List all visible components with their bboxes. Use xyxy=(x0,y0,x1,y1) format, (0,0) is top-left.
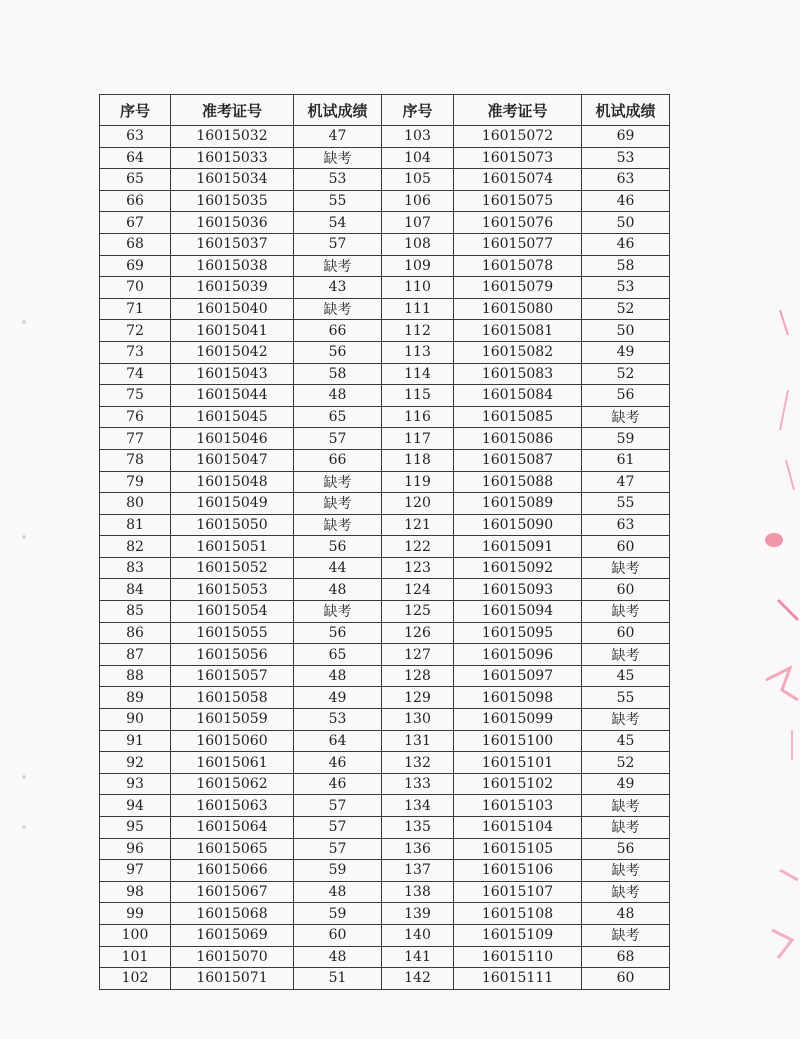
cell-score-left: 缺考 xyxy=(294,601,382,623)
cell-score-right: 58 xyxy=(582,255,670,277)
table-row xyxy=(100,428,670,450)
cell-score-right: 60 xyxy=(582,579,670,601)
cell-score-right: 46 xyxy=(582,233,670,255)
cell-exam-id-left: 16015065 xyxy=(171,838,294,860)
cell-score-left: 48 xyxy=(294,385,382,407)
cell-score-right: 缺考 xyxy=(582,817,670,839)
scan-dot xyxy=(22,320,26,324)
cell-exam-id-right: 16015088 xyxy=(454,471,582,493)
cell-seq-right: 111 xyxy=(382,298,454,320)
cell-seq-left: 85 xyxy=(100,601,171,623)
scan-dot xyxy=(22,825,26,829)
cell-exam-id-right: 16015100 xyxy=(454,730,582,752)
cell-seq-left: 73 xyxy=(100,341,171,363)
cell-exam-id-left: 16015039 xyxy=(171,277,294,299)
cell-score-left: 54 xyxy=(294,212,382,234)
cell-seq-right: 124 xyxy=(382,579,454,601)
cell-seq-right: 140 xyxy=(382,924,454,946)
cell-seq-right: 113 xyxy=(382,341,454,363)
cell-score-left: 缺考 xyxy=(294,255,382,277)
cell-score-right: 53 xyxy=(582,277,670,299)
cell-score-right: 缺考 xyxy=(582,406,670,428)
cell-score-right: 52 xyxy=(582,752,670,774)
table-row xyxy=(100,709,670,731)
cell-exam-id-right: 16015109 xyxy=(454,924,582,946)
cell-score-left: 53 xyxy=(294,709,382,731)
cell-seq-left: 65 xyxy=(100,169,171,191)
cell-seq-right: 128 xyxy=(382,665,454,687)
table-row xyxy=(100,838,670,860)
cell-seq-right: 122 xyxy=(382,536,454,558)
table-row xyxy=(100,622,670,644)
cell-exam-id-right: 16015095 xyxy=(454,622,582,644)
cell-exam-id-right: 16015106 xyxy=(454,860,582,882)
table-row xyxy=(100,817,670,839)
cell-seq-left: 72 xyxy=(100,320,171,342)
cell-seq-right: 123 xyxy=(382,557,454,579)
cell-exam-id-left: 16015048 xyxy=(171,471,294,493)
cell-seq-left: 76 xyxy=(100,406,171,428)
cell-exam-id-right: 16015077 xyxy=(454,233,582,255)
cell-score-right: 49 xyxy=(582,341,670,363)
cell-score-right: 缺考 xyxy=(582,709,670,731)
cell-seq-left: 68 xyxy=(100,233,171,255)
cell-score-left: 59 xyxy=(294,860,382,882)
cell-seq-right: 103 xyxy=(382,126,454,148)
cell-score-right: 缺考 xyxy=(582,795,670,817)
table-row xyxy=(100,924,670,946)
cell-exam-id-left: 16015038 xyxy=(171,255,294,277)
cell-seq-right: 120 xyxy=(382,493,454,515)
cell-exam-id-right: 16015090 xyxy=(454,514,582,536)
cell-score-right: 61 xyxy=(582,449,670,471)
cell-exam-id-left: 16015044 xyxy=(171,385,294,407)
cell-score-left: 缺考 xyxy=(294,147,382,169)
cell-exam-id-right: 16015105 xyxy=(454,838,582,860)
cell-exam-id-right: 16015081 xyxy=(454,320,582,342)
cell-score-right: 60 xyxy=(582,968,670,990)
cell-score-left: 56 xyxy=(294,341,382,363)
cell-score-left: 65 xyxy=(294,406,382,428)
cell-exam-id-left: 16015051 xyxy=(171,536,294,558)
cell-seq-left: 70 xyxy=(100,277,171,299)
table-row xyxy=(100,514,670,536)
cell-exam-id-left: 16015066 xyxy=(171,860,294,882)
cell-seq-right: 130 xyxy=(382,709,454,731)
cell-score-right: 63 xyxy=(582,514,670,536)
cell-seq-right: 138 xyxy=(382,881,454,903)
cell-seq-right: 127 xyxy=(382,644,454,666)
table-row xyxy=(100,860,670,882)
table-row xyxy=(100,169,670,191)
table-row xyxy=(100,579,670,601)
cell-exam-id-left: 16015067 xyxy=(171,881,294,903)
cell-exam-id-left: 16015042 xyxy=(171,341,294,363)
cell-seq-right: 129 xyxy=(382,687,454,709)
cell-score-left: 48 xyxy=(294,881,382,903)
cell-seq-left: 98 xyxy=(100,881,171,903)
table-row xyxy=(100,471,670,493)
cell-exam-id-left: 16015045 xyxy=(171,406,294,428)
table-row xyxy=(100,255,670,277)
table-row xyxy=(100,298,670,320)
cell-score-left: 57 xyxy=(294,428,382,450)
table-row xyxy=(100,968,670,990)
header-score-right: 机试成绩 xyxy=(582,95,670,126)
scan-dot xyxy=(22,775,26,779)
cell-score-left: 59 xyxy=(294,903,382,925)
cell-exam-id-left: 16015034 xyxy=(171,169,294,191)
table-row xyxy=(100,773,670,795)
cell-score-left: 缺考 xyxy=(294,493,382,515)
cell-exam-id-right: 16015073 xyxy=(454,147,582,169)
cell-seq-right: 110 xyxy=(382,277,454,299)
cell-exam-id-right: 16015076 xyxy=(454,212,582,234)
cell-seq-left: 74 xyxy=(100,363,171,385)
cell-seq-right: 106 xyxy=(382,190,454,212)
cell-score-left: 53 xyxy=(294,169,382,191)
cell-seq-left: 88 xyxy=(100,665,171,687)
cell-seq-left: 77 xyxy=(100,428,171,450)
cell-score-right: 缺考 xyxy=(582,860,670,882)
cell-score-right: 缺考 xyxy=(582,644,670,666)
cell-exam-id-right: 16015080 xyxy=(454,298,582,320)
cell-exam-id-right: 16015082 xyxy=(454,341,582,363)
cell-score-right: 缺考 xyxy=(582,601,670,623)
cell-score-left: 65 xyxy=(294,644,382,666)
cell-exam-id-right: 16015086 xyxy=(454,428,582,450)
cell-exam-id-left: 16015047 xyxy=(171,449,294,471)
cell-exam-id-right: 16015098 xyxy=(454,687,582,709)
table-row xyxy=(100,212,670,234)
cell-exam-id-right: 16015094 xyxy=(454,601,582,623)
cell-exam-id-left: 16015035 xyxy=(171,190,294,212)
cell-score-left: 51 xyxy=(294,968,382,990)
cell-seq-right: 126 xyxy=(382,622,454,644)
cell-exam-id-left: 16015043 xyxy=(171,363,294,385)
table-header-row xyxy=(100,95,670,126)
cell-score-right: 48 xyxy=(582,903,670,925)
cell-seq-left: 80 xyxy=(100,493,171,515)
cell-score-left: 48 xyxy=(294,665,382,687)
cell-exam-id-left: 16015069 xyxy=(171,924,294,946)
cell-seq-left: 67 xyxy=(100,212,171,234)
cell-seq-right: 104 xyxy=(382,147,454,169)
cell-seq-left: 81 xyxy=(100,514,171,536)
cell-score-right: 69 xyxy=(582,126,670,148)
cell-exam-id-left: 16015055 xyxy=(171,622,294,644)
cell-exam-id-left: 16015068 xyxy=(171,903,294,925)
cell-exam-id-left: 16015060 xyxy=(171,730,294,752)
cell-score-right: 45 xyxy=(582,730,670,752)
cell-score-right: 60 xyxy=(582,536,670,558)
cell-score-right: 缺考 xyxy=(582,881,670,903)
cell-exam-id-right: 16015092 xyxy=(454,557,582,579)
cell-seq-left: 90 xyxy=(100,709,171,731)
table-row xyxy=(100,881,670,903)
cell-seq-right: 132 xyxy=(382,752,454,774)
cell-score-right: 56 xyxy=(582,385,670,407)
cell-seq-left: 96 xyxy=(100,838,171,860)
cell-score-right: 59 xyxy=(582,428,670,450)
cell-score-right: 52 xyxy=(582,298,670,320)
cell-exam-id-right: 16015111 xyxy=(454,968,582,990)
cell-seq-left: 75 xyxy=(100,385,171,407)
table-row xyxy=(100,277,670,299)
cell-seq-right: 117 xyxy=(382,428,454,450)
table-row xyxy=(100,536,670,558)
cell-seq-right: 137 xyxy=(382,860,454,882)
cell-seq-right: 114 xyxy=(382,363,454,385)
table-row xyxy=(100,601,670,623)
cell-exam-id-right: 16015093 xyxy=(454,579,582,601)
table-row xyxy=(100,449,670,471)
cell-exam-id-right: 16015091 xyxy=(454,536,582,558)
cell-seq-left: 95 xyxy=(100,817,171,839)
cell-score-left: 48 xyxy=(294,579,382,601)
cell-seq-right: 133 xyxy=(382,773,454,795)
cell-exam-id-right: 16015079 xyxy=(454,277,582,299)
cell-exam-id-right: 16015074 xyxy=(454,169,582,191)
cell-score-right: 50 xyxy=(582,212,670,234)
cell-exam-id-right: 16015072 xyxy=(454,126,582,148)
cell-seq-left: 92 xyxy=(100,752,171,774)
cell-seq-left: 89 xyxy=(100,687,171,709)
cell-seq-left: 66 xyxy=(100,190,171,212)
cell-exam-id-right: 16015101 xyxy=(454,752,582,774)
cell-exam-id-left: 16015037 xyxy=(171,233,294,255)
cell-seq-left: 82 xyxy=(100,536,171,558)
cell-seq-left: 93 xyxy=(100,773,171,795)
cell-seq-left: 79 xyxy=(100,471,171,493)
cell-seq-left: 102 xyxy=(100,968,171,990)
cell-score-right: 46 xyxy=(582,190,670,212)
cell-exam-id-right: 16015107 xyxy=(454,881,582,903)
cell-seq-left: 78 xyxy=(100,449,171,471)
cell-exam-id-left: 16015064 xyxy=(171,817,294,839)
cell-seq-right: 139 xyxy=(382,903,454,925)
cell-seq-right: 135 xyxy=(382,817,454,839)
cell-seq-right: 108 xyxy=(382,233,454,255)
cell-seq-left: 69 xyxy=(100,255,171,277)
cell-seq-right: 105 xyxy=(382,169,454,191)
table-row xyxy=(100,665,670,687)
cell-score-right: 55 xyxy=(582,493,670,515)
cell-seq-left: 100 xyxy=(100,924,171,946)
seal-fragment xyxy=(758,290,800,990)
cell-score-right: 47 xyxy=(582,471,670,493)
cell-score-left: 56 xyxy=(294,622,382,644)
cell-score-left: 56 xyxy=(294,536,382,558)
table-row xyxy=(100,752,670,774)
cell-exam-id-left: 16015041 xyxy=(171,320,294,342)
table-body xyxy=(100,126,670,990)
cell-seq-left: 64 xyxy=(100,147,171,169)
cell-seq-right: 136 xyxy=(382,838,454,860)
cell-seq-right: 119 xyxy=(382,471,454,493)
table-row xyxy=(100,795,670,817)
cell-seq-right: 131 xyxy=(382,730,454,752)
cell-exam-id-left: 16015062 xyxy=(171,773,294,795)
cell-exam-id-right: 16015085 xyxy=(454,406,582,428)
cell-score-right: 50 xyxy=(582,320,670,342)
cell-seq-right: 142 xyxy=(382,968,454,990)
cell-seq-right: 121 xyxy=(382,514,454,536)
cell-exam-id-right: 16015096 xyxy=(454,644,582,666)
cell-exam-id-left: 16015063 xyxy=(171,795,294,817)
cell-exam-id-left: 16015046 xyxy=(171,428,294,450)
cell-exam-id-left: 16015050 xyxy=(171,514,294,536)
table-row xyxy=(100,190,670,212)
cell-score-left: 43 xyxy=(294,277,382,299)
cell-exam-id-right: 16015102 xyxy=(454,773,582,795)
table-row xyxy=(100,946,670,968)
cell-seq-right: 116 xyxy=(382,406,454,428)
cell-exam-id-right: 16015099 xyxy=(454,709,582,731)
cell-exam-id-left: 16015049 xyxy=(171,493,294,515)
header-seq-left: 序号 xyxy=(100,95,171,126)
cell-exam-id-right: 16015089 xyxy=(454,493,582,515)
cell-score-left: 57 xyxy=(294,817,382,839)
cell-exam-id-left: 16015054 xyxy=(171,601,294,623)
scan-dot xyxy=(22,535,26,539)
cell-seq-left: 97 xyxy=(100,860,171,882)
cell-exam-id-right: 16015097 xyxy=(454,665,582,687)
cell-seq-left: 86 xyxy=(100,622,171,644)
cell-exam-id-left: 16015071 xyxy=(171,968,294,990)
cell-exam-id-left: 16015058 xyxy=(171,687,294,709)
cell-score-right: 缺考 xyxy=(582,924,670,946)
cell-seq-right: 141 xyxy=(382,946,454,968)
cell-score-left: 49 xyxy=(294,687,382,709)
cell-score-right: 68 xyxy=(582,946,670,968)
cell-score-left: 57 xyxy=(294,838,382,860)
cell-exam-id-left: 16015032 xyxy=(171,126,294,148)
header-exam-id-left: 准考证号 xyxy=(171,95,294,126)
cell-score-right: 53 xyxy=(582,147,670,169)
table-row xyxy=(100,147,670,169)
table-row xyxy=(100,233,670,255)
cell-score-left: 缺考 xyxy=(294,471,382,493)
cell-exam-id-left: 16015036 xyxy=(171,212,294,234)
cell-score-left: 58 xyxy=(294,363,382,385)
cell-score-right: 缺考 xyxy=(582,557,670,579)
table-row xyxy=(100,644,670,666)
cell-score-left: 57 xyxy=(294,233,382,255)
header-seq-right: 序号 xyxy=(382,95,454,126)
cell-exam-id-right: 16015110 xyxy=(454,946,582,968)
cell-exam-id-right: 16015108 xyxy=(454,903,582,925)
cell-exam-id-left: 16015061 xyxy=(171,752,294,774)
cell-exam-id-left: 16015056 xyxy=(171,644,294,666)
cell-seq-right: 109 xyxy=(382,255,454,277)
cell-score-left: 46 xyxy=(294,773,382,795)
cell-score-left: 66 xyxy=(294,320,382,342)
cell-seq-right: 115 xyxy=(382,385,454,407)
cell-seq-left: 91 xyxy=(100,730,171,752)
cell-exam-id-left: 16015033 xyxy=(171,147,294,169)
cell-exam-id-right: 16015078 xyxy=(454,255,582,277)
cell-exam-id-left: 16015040 xyxy=(171,298,294,320)
cell-seq-left: 87 xyxy=(100,644,171,666)
cell-seq-left: 94 xyxy=(100,795,171,817)
cell-score-right: 55 xyxy=(582,687,670,709)
table-row xyxy=(100,126,670,148)
cell-score-left: 缺考 xyxy=(294,298,382,320)
cell-score-right: 49 xyxy=(582,773,670,795)
cell-score-right: 52 xyxy=(582,363,670,385)
cell-seq-left: 84 xyxy=(100,579,171,601)
cell-score-left: 55 xyxy=(294,190,382,212)
table-row xyxy=(100,385,670,407)
cell-score-left: 48 xyxy=(294,946,382,968)
table-row xyxy=(100,320,670,342)
header-exam-id-right: 准考证号 xyxy=(454,95,582,126)
cell-score-right: 45 xyxy=(582,665,670,687)
cell-exam-id-left: 16015059 xyxy=(171,709,294,731)
table-row xyxy=(100,557,670,579)
table-row xyxy=(100,493,670,515)
cell-exam-id-left: 16015070 xyxy=(171,946,294,968)
cell-seq-left: 71 xyxy=(100,298,171,320)
header-score-left: 机试成绩 xyxy=(294,95,382,126)
table-row xyxy=(100,341,670,363)
cell-exam-id-right: 16015083 xyxy=(454,363,582,385)
score-table xyxy=(99,94,670,990)
cell-score-left: 66 xyxy=(294,449,382,471)
cell-score-left: 缺考 xyxy=(294,514,382,536)
table-row xyxy=(100,406,670,428)
cell-exam-id-right: 16015104 xyxy=(454,817,582,839)
cell-score-left: 60 xyxy=(294,924,382,946)
cell-exam-id-right: 16015084 xyxy=(454,385,582,407)
table-row xyxy=(100,687,670,709)
cell-seq-left: 63 xyxy=(100,126,171,148)
cell-seq-right: 125 xyxy=(382,601,454,623)
cell-score-left: 64 xyxy=(294,730,382,752)
cell-exam-id-right: 16015087 xyxy=(454,449,582,471)
cell-score-right: 60 xyxy=(582,622,670,644)
cell-seq-left: 99 xyxy=(100,903,171,925)
score-sheet xyxy=(99,94,669,990)
cell-exam-id-right: 16015103 xyxy=(454,795,582,817)
cell-exam-id-left: 16015057 xyxy=(171,665,294,687)
cell-exam-id-right: 16015075 xyxy=(454,190,582,212)
cell-exam-id-left: 16015053 xyxy=(171,579,294,601)
cell-score-left: 46 xyxy=(294,752,382,774)
table-row xyxy=(100,363,670,385)
cell-score-left: 47 xyxy=(294,126,382,148)
cell-score-left: 57 xyxy=(294,795,382,817)
cell-score-right: 63 xyxy=(582,169,670,191)
table-row xyxy=(100,730,670,752)
cell-score-left: 44 xyxy=(294,557,382,579)
cell-score-right: 56 xyxy=(582,838,670,860)
cell-exam-id-left: 16015052 xyxy=(171,557,294,579)
cell-seq-right: 134 xyxy=(382,795,454,817)
cell-seq-right: 112 xyxy=(382,320,454,342)
table-row xyxy=(100,903,670,925)
cell-seq-left: 101 xyxy=(100,946,171,968)
cell-seq-left: 83 xyxy=(100,557,171,579)
cell-seq-right: 118 xyxy=(382,449,454,471)
cell-seq-right: 107 xyxy=(382,212,454,234)
